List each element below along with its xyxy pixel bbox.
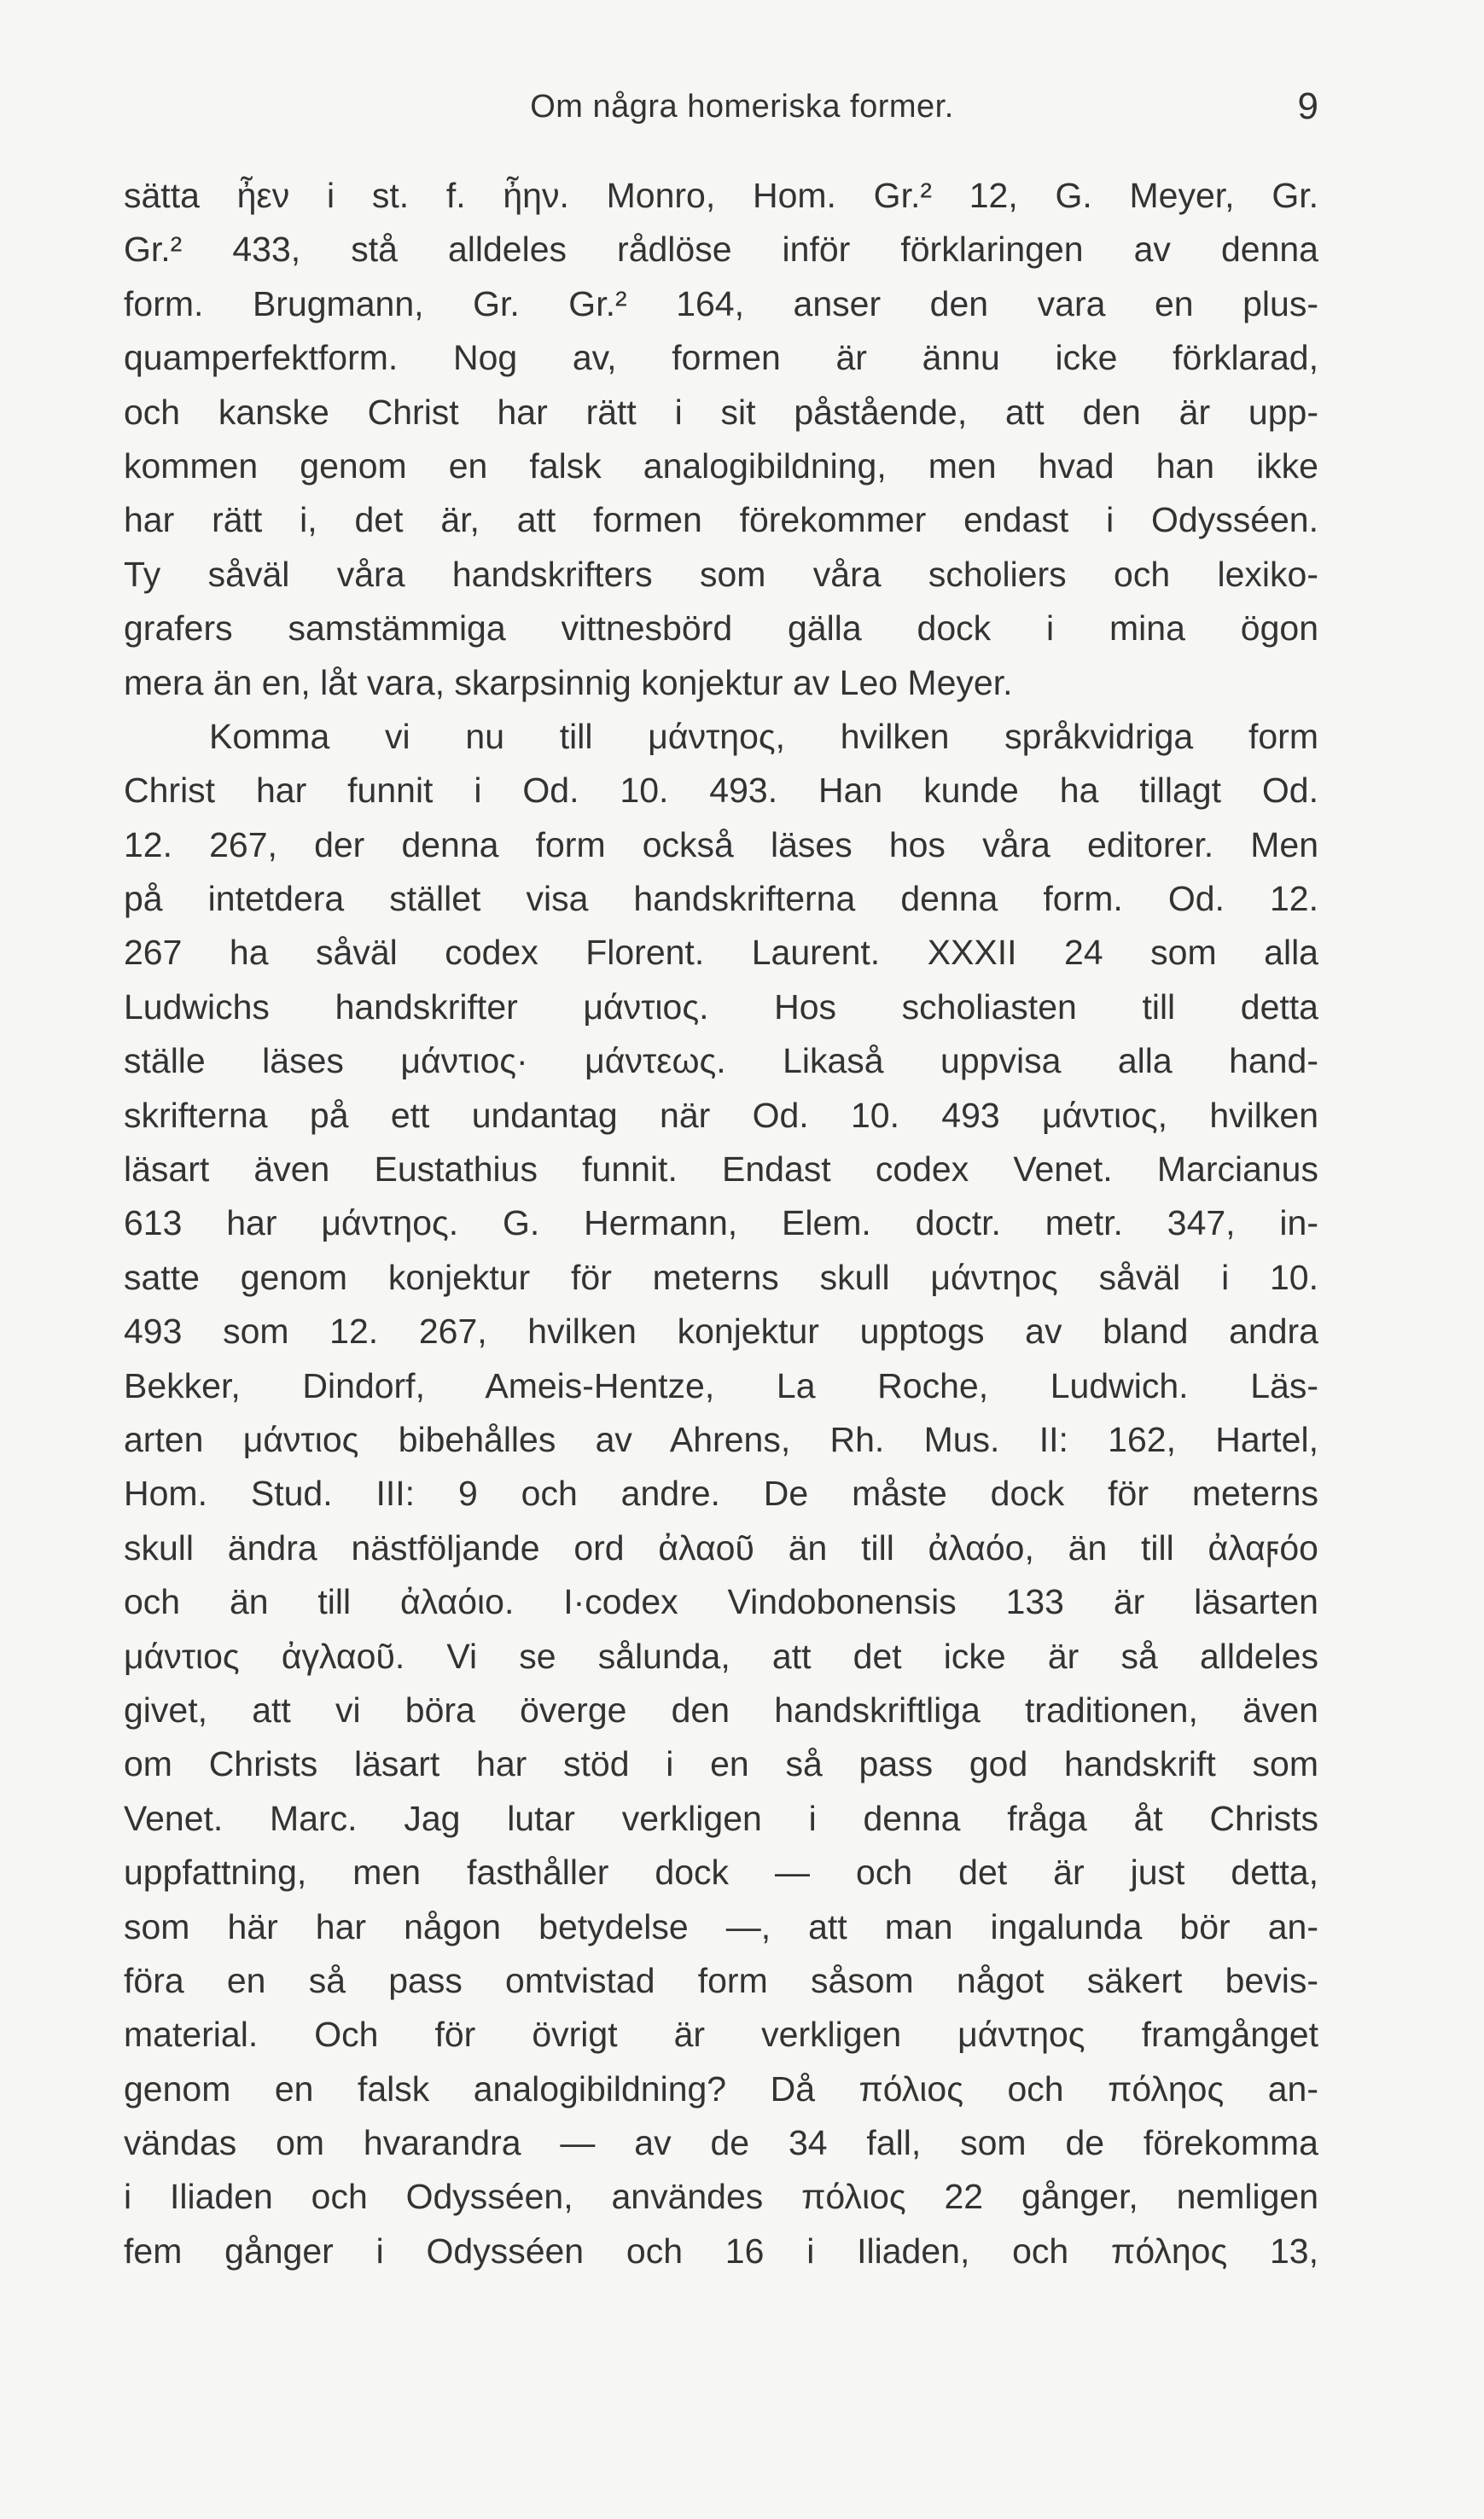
text-line: skull ändra nästföljande ord ἀλαοῦ än till ἀλαόο, än till ἀλαϝόο — [124, 1527, 1318, 1568]
text-line: genom en falsk analogibildning? Då πόλιος och πόληος an- — [124, 2068, 1318, 2109]
text-line: Bekker, Dindorf, Ameis-Hentze, La Roche, Ludwich. Läs- — [124, 1365, 1318, 1405]
text-line: och kanske Christ har rätt i sit påstående, att den är upp- — [124, 392, 1318, 432]
text-line: quamperfektform. Nog av, formen är ännu icke förklarad, — [124, 338, 1318, 378]
text-line: och än till ἀλαόιο. I·codex Vindobonensis 133 är läsarten — [124, 1582, 1318, 1622]
text-line: skrifterna på ett undantag när Od. 10. 493 μάντιος, hvilken — [124, 1095, 1318, 1135]
text-line: Venet. Marc. Jag lutar verkligen i denna fråga åt Christs — [124, 1798, 1318, 1838]
text-line: 267 ha såväl codex Florent. Laurent. XXXII 24 som alla — [124, 933, 1318, 973]
text-line: grafers samstämmiga vittnesbörd gälla dock i mina ögon — [124, 608, 1318, 649]
text-line: givet, att vi böra överge den handskriftliga traditionen, även — [124, 1690, 1318, 1730]
text-line: ställe läses μάντιος· μάντεως. Likaså uppvisa alla hand- — [124, 1041, 1318, 1081]
text-line: arten μάντιος bibehålles av Ahrens, Rh. Mus. II: 162, Hartel, — [124, 1419, 1318, 1459]
text-line: Ty såväl våra handskrifters som våra scholiers och lexiko- — [124, 554, 1318, 594]
text-line: form. Brugmann, Gr. Gr.² 164, anser den vara en plus- — [124, 283, 1318, 323]
text-line: vändas om hvarandra — av de 34 fall, som de förekomma — [124, 2123, 1318, 2163]
text-line: mera än en, låt vara, skarpsinnig konjektur av Leo Meyer. — [124, 662, 1013, 702]
text-line: material. Och för övrigt är verkligen μάντηος framgånget — [124, 2015, 1318, 2055]
text-line: har rätt i, det är, att formen förekommer endast i Odysséen. — [124, 500, 1318, 540]
text-line: Hom. Stud. III: 9 och andre. De måste dock för meterns — [124, 1474, 1318, 1514]
text-line: μάντιος ἀγλαοῦ. Vi se sålunda, att det icke är så alldeles — [124, 1636, 1318, 1676]
running-head — [0, 81, 1484, 132]
text-line: sätta ἦεν i st. f. ἦην. Monro, Hom. Gr.² 12, G. Meyer, Gr. — [124, 176, 1318, 215]
text-line: 12. 267, der denna form också läses hos våra editorer. Men — [124, 824, 1318, 864]
text-line: Ludwichs handskrifter μάντιος. Hos scholiasten till detta — [124, 986, 1318, 1027]
page-number: 9 — [1297, 85, 1318, 127]
text-line: föra en så pass omtvistad form såsom något säkert bevis- — [124, 1960, 1318, 2000]
text-line: 613 har μάντηος. G. Hermann, Elem. doctr. metr. 347, in- — [124, 1203, 1318, 1243]
text-line: om Christs läsart har stöd i en så pass god handskrift som — [124, 1744, 1318, 1784]
text-line: satte genom konjektur för meterns skull μάντηος såväl i 10. — [124, 1257, 1318, 1297]
text-line: på intetdera stället visa handskrifterna denna form. Od. 12. — [124, 879, 1318, 919]
text-line: 493 som 12. 267, hvilken konjektur upptogs av bland andra — [124, 1312, 1318, 1352]
text-line: läsart även Eustathius funnit. Endast codex Venet. Marcianus — [124, 1149, 1318, 1190]
text-line: Christ har funnit i Od. 10. 493. Han kunde ha tillagt Od. — [124, 771, 1318, 811]
text-line: uppfattning, men fasthåller dock — och det är just detta, — [124, 1853, 1318, 1893]
text-line: som här har någon betydelse —, att man ingalunda bör an- — [124, 1906, 1318, 1946]
text-line: Gr.² 433, stå alldeles rådlöse inför förklaringen av denna — [124, 230, 1318, 270]
text-line: i Iliaden och Odysséen, användes πόλιος 22 gånger, nemligen — [124, 2177, 1318, 2217]
text-line: Komma vi nu till μάντηος, hvilken språkvidriga form — [209, 716, 1318, 756]
body-text — [124, 169, 1318, 2278]
text-line: kommen genom en falsk analogibildning, men hvad han ikke — [124, 445, 1318, 486]
running-title: Om några homeriska former. — [530, 89, 954, 125]
text-line: fem gånger i Odysséen och 16 i Iliaden, och πόληος 13, — [124, 2231, 1318, 2271]
